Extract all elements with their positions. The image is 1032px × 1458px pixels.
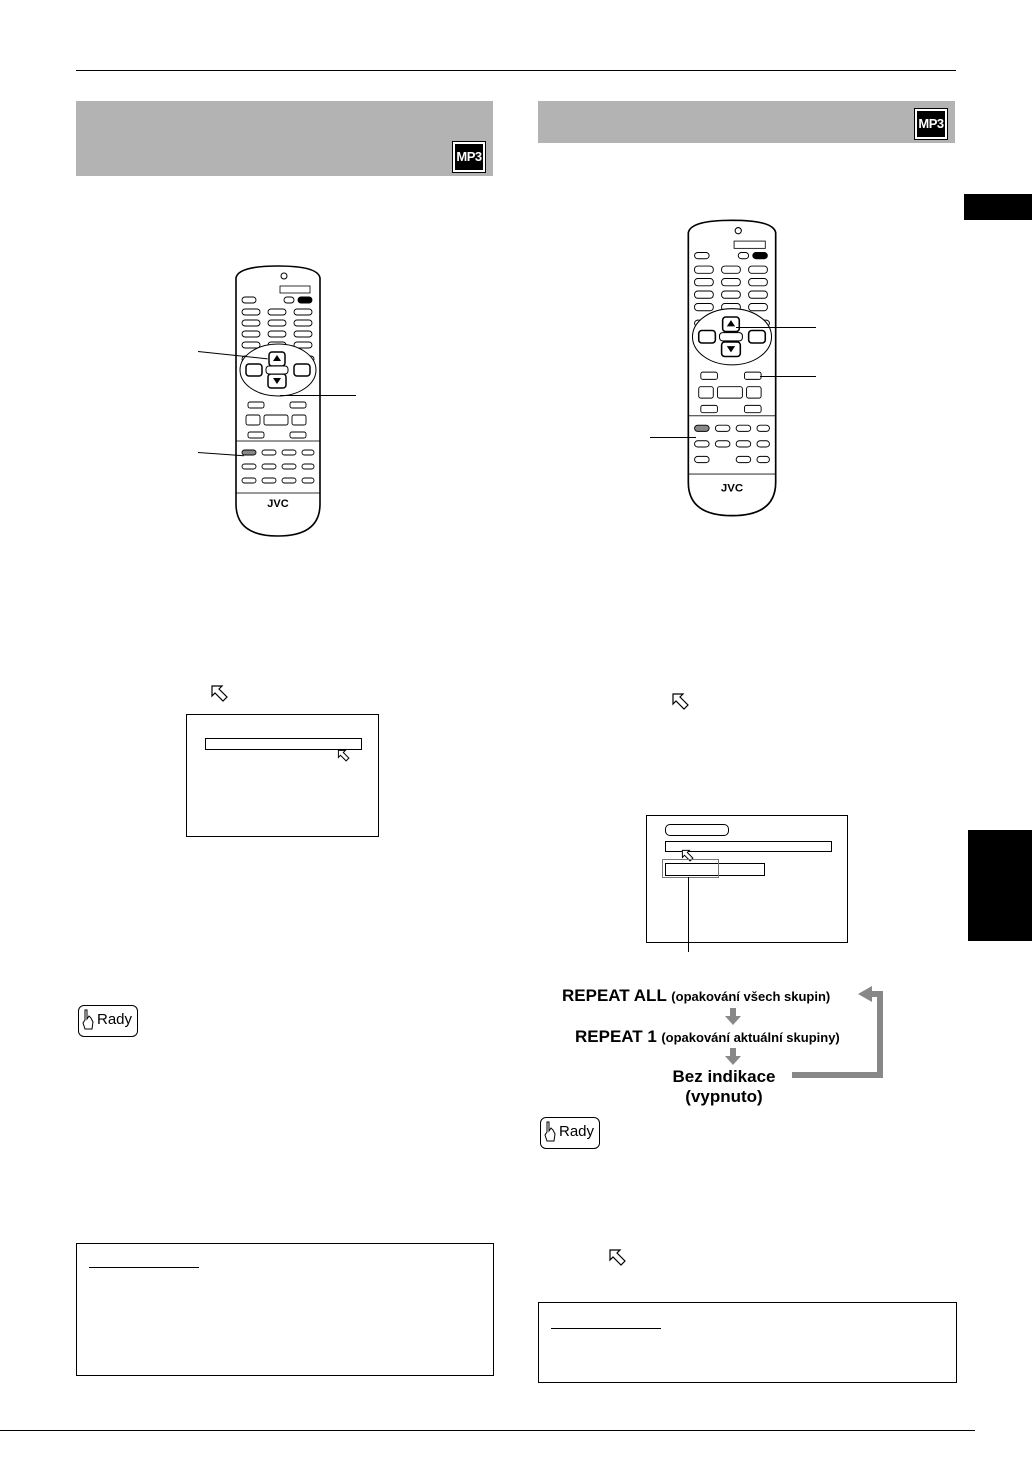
flow-step-off: Bez indikace (vypnuto): [672, 1067, 776, 1106]
down-arrow-icon: [725, 1008, 741, 1026]
left-section-header: [76, 101, 493, 176]
note-box-right: [538, 1302, 957, 1383]
remote-brand-left: JVC: [267, 498, 289, 510]
cursor-arrow-icon: [671, 692, 691, 712]
tips-hand-icon: [81, 1008, 95, 1032]
callout-line-right-2: [760, 376, 816, 377]
remote-control-left: [228, 264, 328, 540]
callout-line-right-3: [650, 437, 696, 438]
note-heading-rule-left: [89, 1267, 199, 1268]
return-arrow-icon: [788, 986, 888, 1082]
flow-step-repeat-all: REPEAT ALL (opakování všech skupin): [562, 986, 831, 1005]
osd-screen-right: [646, 815, 848, 943]
side-tab-top: [964, 194, 1032, 220]
callout-line-left-2: [280, 395, 356, 396]
callout-line-right-1: [736, 327, 816, 328]
cursor-arrow-icon: [608, 1248, 628, 1268]
osd-pill-right: [665, 824, 729, 836]
osd-repeat-highlight: [662, 859, 719, 878]
note-box-left: [76, 1243, 494, 1376]
side-tab-language: [968, 830, 1032, 941]
mp3-badge-right: MP3: [915, 109, 947, 139]
mp3-badge-left: MP3: [453, 142, 485, 172]
tips-badge-right: [540, 1117, 600, 1149]
remote-brand-right: JVC: [720, 482, 744, 495]
tips-hand-icon: [543, 1120, 557, 1144]
remote-control-right: [680, 218, 784, 520]
osd-screen-left: [186, 714, 379, 837]
tips-badge-left: [78, 1005, 138, 1037]
cursor-arrow-icon: [337, 749, 351, 763]
top-rule: [76, 70, 956, 71]
tips-label-left: Rady: [97, 1011, 133, 1028]
flow-step-repeat-1: REPEAT 1 (opakování aktuální skupiny): [575, 1027, 840, 1046]
cursor-arrow-icon: [210, 684, 230, 704]
note-heading-rule-right: [551, 1328, 661, 1329]
down-arrow-icon: [725, 1048, 741, 1066]
callout-line-osd: [688, 877, 689, 952]
bottom-rule: [0, 1430, 975, 1431]
tips-label-right: Rady: [559, 1123, 595, 1140]
right-section-header: [538, 101, 955, 143]
